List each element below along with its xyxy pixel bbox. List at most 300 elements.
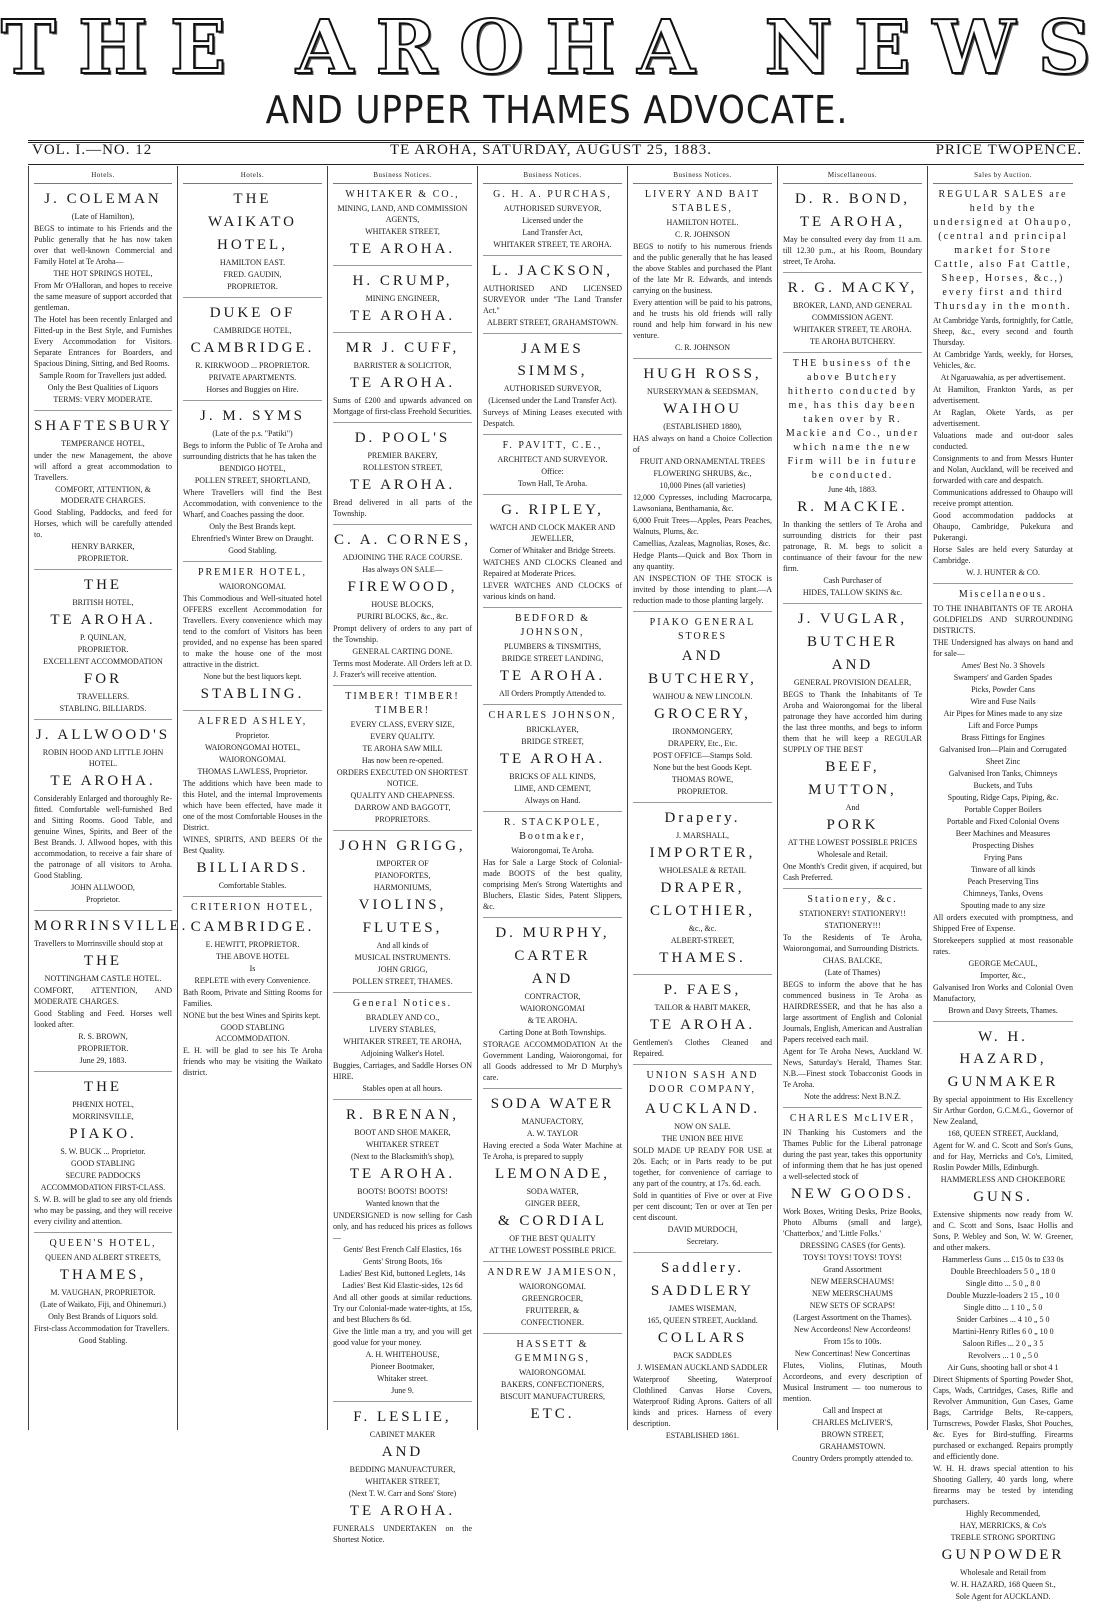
ad-line: & CORDIAL: [497, 1213, 608, 1229]
ad-line: HAS always on hand a Choice Collection of: [633, 434, 772, 454]
ad-line: TO THE INHABITANTS OF TE AROHA GOLDFIELDS AND SURROUNDING DISTRICTS.: [933, 604, 1073, 635]
advertisement: [783, 608, 922, 889]
ad-line: OF THE BEST QUALITY: [509, 1234, 596, 1243]
advertisement: [183, 715, 322, 897]
ad-line: Flutes, Violins, Flutinas, Mouth Accordeons, and every description of Musical Instrument — too numerous to mention.: [783, 1361, 922, 1403]
ad-line: Sole Agent for AUCKLAND.: [955, 1592, 1051, 1601]
masthead-title: THE AROHA NEWS: [0, 5, 1114, 91]
ad-line: TEMPERANCE HOTEL,: [61, 439, 145, 448]
ad-line: LEVER WATCHES AND CLOCKS of various kinds on hand.: [483, 581, 622, 601]
ad-line: MINING, LAND, AND COMMISSION AGENTS,: [337, 204, 468, 224]
column-6: [778, 166, 928, 1463]
advertisement: [633, 807, 772, 975]
ad-line: J. WISEMAN AUCKLAND SADDLER: [637, 1363, 768, 1372]
ad-line: ESTABLISHED 1861.: [665, 1431, 740, 1440]
advertisement: [333, 690, 472, 831]
ad-heading: G. RIPLEY,: [501, 502, 604, 518]
ad-line: IMPORTER,: [649, 845, 756, 861]
ad-line: MUTTON,: [808, 782, 897, 798]
ad-line: Good Stabling, Paddocks, and feed for Horses, which will be carefully attended to.: [34, 508, 172, 539]
column-5: [628, 166, 778, 1440]
ad-line: Stables open at all hours.: [362, 1084, 443, 1093]
advertisement: [34, 1237, 172, 1351]
ad-line: And all kinds of: [376, 941, 429, 950]
ad-heading: PIAKO GENERAL STORES: [649, 617, 756, 642]
ad-line: ROBIN HOOD AND LITTLE JOHN HOTEL.: [42, 748, 164, 768]
column-header: Business Notices.: [633, 170, 772, 184]
ad-line: 12,000 Cypresses, including Macrocarpa, Lawsoniana, Benthamania, &c.: [633, 493, 772, 513]
ad-heading: D. R. BOND,: [794, 191, 911, 207]
ad-line: All orders executed with promptness, and Shipped Free of Expense.: [933, 913, 1073, 933]
ad-line: Agent for W. and C. Scott and Son's Guns, and for Hay, Merricks and Co's, Limited, Roslin Powder Mills, Edinburgh.: [933, 1141, 1073, 1172]
ad-line: HOTEL,: [217, 237, 288, 253]
advertisement: [183, 302, 322, 401]
column-header: Hotels.: [34, 170, 172, 184]
ad-heading: CHARLES JOHNSON,: [488, 710, 617, 721]
ad-line: PACK SADDLES: [673, 1351, 732, 1360]
ad-line: Good Stabling.: [78, 1336, 128, 1345]
advertisement: [483, 709, 622, 812]
ad-line: STORAGE ACCOMMODATION At the Government Landing, Waiorongomai, for all Goods addressed to Mr D Murphy's care.: [483, 1040, 622, 1082]
ad-line: Frying Pans: [983, 853, 1023, 862]
ad-line: Sums of £200 and upwards advanced on Mortgage of first-class Freehold Securities.: [333, 396, 472, 416]
ad-line: BOOTS! BOOTS! BOOTS!: [357, 1187, 448, 1196]
ad-line: Has for Sale a Large Stock of Colonial-made BOOTS of the best quality, comprising Men's Strong Watertights and Bluchers, Elastic Sides, Patent Slippers, &c.: [483, 858, 622, 911]
ad-line: At Ngaruawahia, as per advertisement.: [940, 373, 1066, 382]
ad-line: TE AROHA.: [499, 751, 606, 767]
ad-line: ORDERS EXECUTED ON SHORTEST NOTICE.: [336, 768, 469, 788]
ad-line: NEW MEERSCHAUMS: [812, 1289, 893, 1298]
advertisement: [34, 1076, 172, 1233]
advertisement: [333, 835, 472, 993]
column-3: [328, 166, 478, 1544]
ad-line: LEMONADE,: [495, 1166, 610, 1182]
ad-line: Surveys of Mining Leases executed with Despatch.: [483, 408, 622, 428]
ad-line: NEW SETS OF SCRAPS!: [809, 1301, 896, 1310]
ad-line: 165, QUEEN STREET, Auckland.: [647, 1316, 758, 1325]
ad-line: AT THE LOWEST POSSIBLE PRICES: [787, 838, 918, 847]
ad-heading: L. JACKSON,: [492, 263, 613, 279]
ad-line: Horse Sales are held every Saturday at Cambridge.: [933, 545, 1073, 565]
ad-line: 168, QUEEN STREET, Auckland,: [947, 1129, 1059, 1138]
ad-heading: J. VUGLAR,: [797, 611, 908, 627]
ad-line: BRADLEY AND CO.,: [365, 1013, 440, 1022]
ad-line: PREMIER BAKERY,: [367, 451, 438, 460]
ad-line: Is: [249, 964, 256, 973]
ad-line: AUTHORISED AND LICENSED SURVEYOR under "The Land Transfer Act.": [483, 284, 622, 315]
ad-line: JAMES WISEMAN,: [668, 1304, 737, 1313]
advertisement: [483, 1338, 622, 1430]
ad-heading: P. FAES,: [663, 982, 742, 998]
ad-line: WHITAKER STREET: [365, 1140, 440, 1149]
ad-heading: DUKE OF: [209, 305, 296, 321]
advertisement: [483, 816, 622, 918]
ad-heading: F. LESLIE,: [353, 1409, 452, 1425]
ad-line: By special appointment to His Excellency Sir Arthur Gordon, G.C.M.G., Governor of New Zealand,: [933, 1095, 1073, 1126]
ad-line: DRESSING CASES (for Gents).: [799, 1241, 906, 1250]
ad-line: Note the address: Next B.N.Z.: [803, 1092, 902, 1101]
ad-line: WHITAKER STREET, TE AROHA.: [793, 325, 912, 334]
ad-heading: J. M. SYMS: [199, 408, 306, 424]
ad-line: TE AROHA.: [649, 1017, 756, 1033]
volume-number: VOL. I.—NO. 12: [32, 142, 153, 158]
ad-line: Land Transfer Act,: [522, 228, 583, 237]
ad-line: LIME, AND CEMENT,: [514, 784, 591, 793]
ad-line: WHOLESALE & RETAIL: [659, 866, 746, 875]
ad-line: ROLLESTON STREET,: [362, 463, 443, 472]
ad-line: BEGS to intimate to his Friends and the Public generally that he has now taken over that well-known Commercial and Family Hotel at Te Aroha—: [34, 224, 172, 266]
ad-line: J. MARSHALL,: [675, 831, 730, 840]
advertisement: [483, 1266, 622, 1334]
ad-line: EXCELLENT ACCOMMODATION: [43, 657, 163, 666]
ad-heading: LIVERY AND BAIT STABLES,: [644, 189, 761, 214]
ad-line: The Hotel has been recently Enlarged and Fitted-up in the Best Style, and Furnishes Every Accommodation for Visitors. Separate Entrances for Boarders, and Spacious Dining, Sitting, and Bed Rooms.: [34, 315, 172, 368]
ad-line: Has always ON SALE—: [362, 565, 443, 574]
ad-line: Valuations made and out-door sales conducted.: [933, 431, 1073, 451]
ad-line: Always on Hand.: [524, 796, 581, 805]
advertisement: [933, 588, 1073, 1022]
ad-line: NEW MEERSCHAUMS!: [810, 1277, 895, 1286]
ad-line: WHITAKER STREET,: [365, 227, 440, 236]
ad-line: S. W. B. will be glad to see any old friends who may be passing, and they will receive every civility and attention.: [34, 1195, 172, 1226]
ad-line: CHARLES McLIVER'S,: [812, 1418, 893, 1427]
ad-line: ADJOINING THE RACE COURSE.: [342, 553, 463, 562]
ad-line: Gents' Strong Boots, 16s: [362, 1257, 443, 1266]
ad-line: And: [845, 803, 860, 812]
ad-line: Lift and Force Pumps: [968, 721, 1038, 730]
ad-heading: R. BRENAN,: [346, 1107, 459, 1123]
ad-line: QUALITY AND CHEAPNESS.: [350, 791, 455, 800]
advertisement: [933, 188, 1073, 584]
ad-line: Prospecting Dishes: [972, 841, 1034, 850]
advertisement: [333, 529, 472, 686]
ad-line: HAY, MERRICKS, & Co's: [959, 1521, 1047, 1530]
ad-line: 10,000 Pines (all varieties): [659, 481, 746, 490]
ad-line: Town Hall, Te Aroha.: [517, 479, 588, 488]
ad-line: QUEEN AND ALBERT STREETS,: [45, 1253, 161, 1262]
ad-line: PROPRIETOR.: [77, 1044, 129, 1053]
ad-heading: BEDFORD & JOHNSON,: [515, 613, 590, 638]
ad-line: June 9.: [391, 1386, 414, 1395]
issue-rule: [28, 164, 1084, 165]
ad-heading: J. COLEMAN: [44, 191, 162, 207]
ad-line: NONE but the best Wines and Spirits kept.: [183, 1011, 321, 1020]
ad-line: Hammerless Guns ... £15 0s to £33 0s: [942, 1255, 1064, 1264]
ad-line: HOUSE BLOCKS,: [371, 600, 434, 609]
ad-line: Travellers to Morrinsville should stop at: [34, 939, 163, 948]
ad-line: MUSICAL INSTRUMENTS.: [354, 953, 451, 962]
ad-line: This Commodious and Well-situated hotel OFFERS excellent Accommodation for Travellers. Every convenience which may tend to the comfort of Visitors has been provided, and no expense has been spared to make the house one of the most attractive in the district.: [183, 594, 322, 669]
ad-line: UNDERSIGNED is now selling for Cash only, and has reduced his prices as follows—: [333, 1211, 472, 1242]
ad-line: Work Boxes, Writing Desks, Prize Books, Photo Albums (small and large), 'Chatterbox,' and 'Little Folks.': [783, 1207, 922, 1238]
ad-line: Galvanised Iron Tanks, Chimneys: [948, 769, 1058, 778]
ad-line: GRAHAMSTOWN.: [819, 1442, 886, 1451]
ad-line: THE HOT SPRINGS HOTEL,: [53, 269, 153, 278]
ad-line: THOMAS ROWE,: [671, 775, 734, 784]
ad-line: At Hamilton, Frankton Yards, as per advertisement.: [933, 385, 1073, 405]
ad-line: Only the Best Brands kept.: [209, 522, 296, 531]
ad-line: &c., &c.: [688, 924, 717, 933]
ad-heading: JOHN GRIGG,: [339, 838, 466, 854]
advertisement: [333, 188, 472, 266]
ad-line: WAIKATO: [207, 214, 298, 230]
ad-line: First-class Accommodation for Travellers.: [34, 1324, 170, 1333]
ad-line: FIREWOOD,: [347, 579, 458, 595]
ad-line: All Orders Promptly Attended to.: [499, 689, 606, 698]
ad-line: Consignments to and from Messrs Hunter and Nolan, Auckland, will be received and forwarded with care and despatch.: [933, 454, 1073, 485]
ad-line: GENERAL CARTING DONE.: [352, 647, 453, 656]
column-2: [178, 166, 328, 1430]
ad-line: TE AROHA.: [349, 1503, 456, 1519]
ad-line: AND: [831, 657, 874, 673]
ad-line: A. H. WHITEHOUSE,: [365, 1350, 440, 1359]
ad-line: FRUIT AND ORNAMENTAL TREES: [639, 457, 766, 466]
ad-line: WAIORONGOMAI.: [219, 582, 286, 591]
ad-line: COMFORT, ATTENTION, AND MODERATE CHARGES.: [34, 986, 172, 1006]
ad-line: Camellias, Azaleas, Magnolias, Roses, &c.: [633, 539, 771, 548]
ad-line: Galvanised Iron Works and Colonial Oven Manufactory,: [933, 983, 1073, 1003]
ad-line: THOMAS LAWLESS, Proprietor.: [197, 767, 308, 776]
ad-line: THE: [83, 953, 123, 969]
ad-line: HENRY BARKER,: [71, 542, 135, 551]
advertisement: [333, 270, 472, 333]
column-header: Hotels.: [183, 170, 322, 184]
ad-line: Where Travellers will find the Best Accommodation, with convenience to the Wharf, and Coaches passing the door.: [183, 488, 322, 519]
ad-line: SECURE PADDOCKS: [65, 1171, 141, 1180]
ad-line: FRED. GAUDIN,: [223, 270, 282, 279]
ad-line: under the new Management, the above will afford a great accommodation to Travellers.: [34, 451, 172, 482]
ad-line: Prompt delivery of orders to any part of the Township.: [333, 624, 472, 644]
ad-line: Sample Room for Travellers just added.: [39, 371, 167, 380]
advertisement: [633, 1257, 772, 1446]
ad-line: CONTRACTOR,: [524, 992, 581, 1001]
ad-line: Terms most Moderate. All Orders left at D. J. Frazer's will receive attention.: [333, 659, 472, 679]
ad-line: Grand Assortment: [823, 1265, 882, 1274]
advertisement: [34, 415, 172, 570]
ad-line: WATCH AND CLOCK MAKER AND JEWELLER,: [489, 523, 616, 543]
ad-line: HARMONIUMS,: [373, 883, 432, 892]
ad-line: One Month's Credit given, if acquired, but Cash Preferred.: [783, 862, 922, 882]
ad-line: Double Breechloaders 5 0 „ 18 0: [950, 1267, 1056, 1276]
ad-line: PURIRI BLOCKS, &c., &c.: [356, 612, 449, 621]
ad-line: LIVERY STABLES,: [369, 1025, 436, 1034]
ad-line: (Next to the Blacksmith's shop),: [351, 1152, 454, 1161]
advertisement: [483, 338, 622, 435]
ad-line: A. W. TAYLOR: [526, 1129, 579, 1138]
ad-heading: THE: [83, 1079, 123, 1095]
advertisement: [783, 1112, 922, 1469]
ad-line: Portable Copper Boilers: [964, 805, 1042, 814]
ad-heading: H. CRUMP,: [352, 273, 453, 289]
ad-line: None but the best Goods Kept.: [653, 763, 752, 772]
ad-line: Spouting made to any size: [960, 901, 1046, 910]
ad-line: TE AROHA.: [349, 308, 456, 324]
ad-line: DRAPERY, Etc., Etc.: [667, 739, 738, 748]
advertisement: [783, 357, 922, 604]
ad-line: AN INSPECTION OF THE STOCK is invited by those intending to plant.—A reduction made to those planting largely.: [633, 574, 772, 605]
advertisement: [633, 616, 772, 803]
ad-heading: Miscellaneous.: [958, 589, 1048, 600]
ad-line: PROPRIETOR.: [77, 554, 129, 563]
advertisement: [333, 1104, 472, 1402]
ad-line: Ehrenfried's Winter Brew on Draught.: [191, 534, 314, 543]
ad-line: Begs to inform the Public of Te Aroha and surrounding districts that he has taken the: [183, 441, 322, 461]
ad-line: Martini-Henry Rifles 6 0 „ 10 0: [952, 1327, 1054, 1336]
ad-line: Galvanised Iron—Plain and Corrugated: [939, 745, 1067, 754]
ad-line: FUNERALS UNDERTAKEN on the Shortest Notice.: [333, 1524, 472, 1544]
ad-line: PROPRIETOR.: [677, 787, 728, 796]
column-header: Sales by Auction.: [933, 170, 1073, 184]
ad-line: THE ABOVE HOTEL: [216, 952, 289, 961]
ad-line: W. J. HUNTER & CO.: [966, 568, 1040, 577]
advertisement: [483, 260, 622, 334]
advertisement: [633, 188, 772, 359]
ad-heading: G. H. A. PURCHAS,: [493, 189, 612, 200]
ad-line: NOW ON SALE.: [674, 1122, 731, 1131]
ad-line: THE Undersigned has always on hand and for sale—: [933, 638, 1073, 658]
ad-line: CARTER: [514, 948, 591, 964]
advertisement: [933, 1026, 1073, 1607]
ad-line: PHŒNIX HOTEL,: [72, 1100, 134, 1109]
ad-line: CHAS. BALCKE,: [822, 956, 883, 965]
ad-line: ALBERT STREET, GRAHAMSTOWN.: [486, 318, 619, 327]
issue-line: [30, 142, 1084, 164]
ad-line: GEORGE McCAUL,: [968, 959, 1038, 968]
ad-line: WAIORONGOMAI HOTEL,: [204, 743, 301, 752]
ad-line: 6,000 Fruit Trees—Apples, Pears Peaches, Walnuts, Plums, &c.: [633, 516, 772, 536]
ad-line: (Late of Thames): [824, 968, 881, 977]
ad-line: Wire and Fuse Nails: [970, 697, 1036, 706]
ad-heading: HUGH ROSS,: [643, 366, 762, 382]
advertisement: [783, 188, 922, 273]
ad-line: WATCHES AND CLOCKS Cleaned and Repaired at Moderate Prices.: [483, 558, 622, 578]
ad-line: PROPRIETORS.: [374, 815, 431, 824]
ad-line: Give the little man a try, and you will get good value for your money.: [333, 1327, 472, 1347]
ad-line: Bath Room, Private and Sitting Rooms for Families.: [183, 988, 322, 1008]
ad-line: AND: [381, 1444, 424, 1460]
ad-line: Buckets, and Tubs: [973, 781, 1033, 790]
ad-heading: ANDREW JAMIESON,: [487, 1267, 618, 1278]
ad-line: C. R. JOHNSON: [674, 230, 731, 239]
ad-line: EVERY QUALITY.: [370, 732, 435, 741]
ad-line: WAIORONGOMAI: [520, 1004, 585, 1013]
advertisement: [483, 188, 622, 256]
advertisement: [333, 427, 472, 525]
ad-line: Ladies' Best Kid, buttoned Leglets, 14s: [339, 1269, 466, 1278]
ad-line: CLOTHIER,: [650, 903, 755, 919]
ad-line: Portable and Fixed Colonial Ovens: [946, 817, 1060, 826]
ad-line: BEGS to Thank the Inhabitants of Te Aroha and Waiorongomai for the liberal patronage they have accorded him during the last three months, and begs to inform them that he will keep a REGULAR SUPPLY OF THE BEST: [783, 690, 922, 754]
ad-line: TE AROHA.: [349, 477, 456, 493]
ad-line: AND: [531, 971, 574, 987]
ad-line: Licensed under the: [522, 216, 583, 225]
ad-line: BOOT AND SHOE MAKER,: [354, 1128, 451, 1137]
ad-line: NURSERYMAN & SEEDSMAN,: [647, 387, 758, 396]
advertisement: [34, 188, 172, 411]
ad-line: Picks, Powder Cans: [971, 685, 1035, 694]
ad-line: PORK: [826, 817, 879, 833]
masthead-subtitle: AND UPPER THAMES ADVOCATE.: [265, 88, 849, 132]
advertisement: [483, 612, 622, 705]
ad-line: At Cambridge Yards, weekly, for Horses, Vehicles, &c.: [933, 350, 1073, 370]
ad-line: BARRISTER & SOLICITOR,: [353, 361, 452, 370]
ad-line: None but the best liquors kept.: [203, 672, 302, 681]
ad-line: POLLEN STREET, THAMES.: [352, 977, 453, 986]
ad-line: SADDLERY: [650, 1283, 755, 1299]
ad-line: R. MACKIE.: [797, 499, 908, 515]
ad-line: WHITAKER STREET, TE AROHA,: [343, 1037, 462, 1046]
ad-heading: QUEEN'S HOTEL,: [49, 1238, 157, 1249]
ad-line: (ESTABLISHED 1880),: [663, 422, 742, 431]
ad-line: Communications addressed to Ohaupo will receive prompt attention.: [933, 488, 1073, 508]
ad-line: CAMBRIDGE.: [190, 919, 315, 935]
advertisement: [633, 979, 772, 1065]
ad-line: COMMISSION AGENT.: [811, 313, 894, 322]
ad-line: IN Thanking his Customers and the Thames Public for the Liberal patronage during the past year, takes this opportunity of informing them that he has just opened a well-selected stock of: [783, 1128, 922, 1181]
ad-line: Good accommodation paddocks at Ohaupo, Cambridge, Pukekura and Pukerangi.: [933, 511, 1073, 542]
ad-line: THE UNION BEE HIVE: [661, 1134, 744, 1143]
ad-line: BRITISH HOTEL,: [72, 598, 134, 607]
ad-line: BILLIARDS.: [196, 860, 309, 876]
advertisement: [183, 405, 322, 562]
ad-heading: WHITAKER & CO.,: [345, 189, 460, 200]
ad-line: TE AROHA.: [50, 612, 156, 628]
ad-line: BRIDGE STREET LANDING,: [501, 654, 604, 663]
ad-line: Double Muzzle-loaders 2 15 „ 10 0: [946, 1291, 1060, 1300]
ad-line: Tinware of all kinds: [970, 865, 1036, 874]
ad-line: BEEF,: [825, 759, 880, 775]
ad-line: TERMS: VERY MODERATE.: [53, 395, 153, 404]
ad-line: In thanking the settlers of Te Aroha and surrounding districts for their past patronage, R. M. begs to solicit a continuance of their favour for the new firm.: [783, 520, 922, 573]
ad-line: E. HEWITT, PROPRIETOR.: [205, 940, 300, 949]
ad-line: (Late of Hamilton),: [71, 212, 135, 221]
ad-line: BEDDING MANUFACTURER,: [349, 1465, 456, 1474]
ad-line: ACCOMMODATION FIRST-CLASS.: [40, 1183, 166, 1192]
ad-line: Ames' Best No. 3 Shovels: [961, 661, 1045, 670]
ad-line: NOTTINGHAM CASTLE HOTEL.: [44, 974, 162, 983]
ad-line: TE AROHA.: [499, 668, 606, 684]
ad-line: WAIHOU: [663, 401, 742, 417]
ad-line: AUCKLAND.: [645, 1101, 760, 1117]
masthead: [0, 6, 1114, 90]
ad-line: Gents' Best French Calf Elastics, 16s: [343, 1245, 462, 1254]
ad-line: CONFECTIONER.: [521, 1318, 584, 1327]
ad-line: Every attention will be paid to his patrons, and he trusts his old friends will rally round and help him forward in his new venture.: [633, 298, 772, 340]
ad-line: C. R. JOHNSON: [674, 343, 731, 352]
ad-line: REPLETE with every Convenience.: [194, 976, 311, 985]
ad-line: GUNPOWDER: [941, 1547, 1065, 1563]
ad-line: AND: [681, 648, 724, 664]
ad-line: WAIORONGOMAI.: [519, 1282, 586, 1291]
ad-line: HAMILTON EAST.: [219, 258, 286, 267]
ad-heading: SHAFTESBURY: [34, 418, 173, 434]
ad-line: Air Guns, shooting ball or shot 4 1: [947, 1363, 1059, 1372]
ad-line: PROPRIETOR.: [77, 645, 129, 654]
ad-heading: D. POOL'S: [354, 430, 451, 446]
ad-line: New Concertinas! New Concertinas: [794, 1349, 911, 1358]
ad-line: GENERAL PROVISION DEALER,: [793, 678, 912, 687]
ad-line: Single ditto ... 1 10 „ 5 0: [963, 1303, 1043, 1312]
ad-line: GOOD STABLING ACCOMMODATION.: [215, 1023, 290, 1043]
ad-line: HIDES, TALLOW SKINS &c.: [802, 588, 903, 597]
ad-line: (Next T. W. Carr and Sons' Store): [348, 1489, 457, 1498]
ad-line: Hedge Plants—Quick and Box Thorn in any quantity.: [633, 551, 772, 571]
ad-line: Wholesale and Retail from: [960, 1568, 1046, 1577]
ad-line: Comfortable Stables.: [218, 881, 287, 890]
ad-heading: R. G. MACKY,: [787, 280, 918, 296]
ad-line: Highly Recommended,: [965, 1509, 1041, 1518]
ad-line: New Accordeons! New Accordeons!: [793, 1325, 912, 1334]
